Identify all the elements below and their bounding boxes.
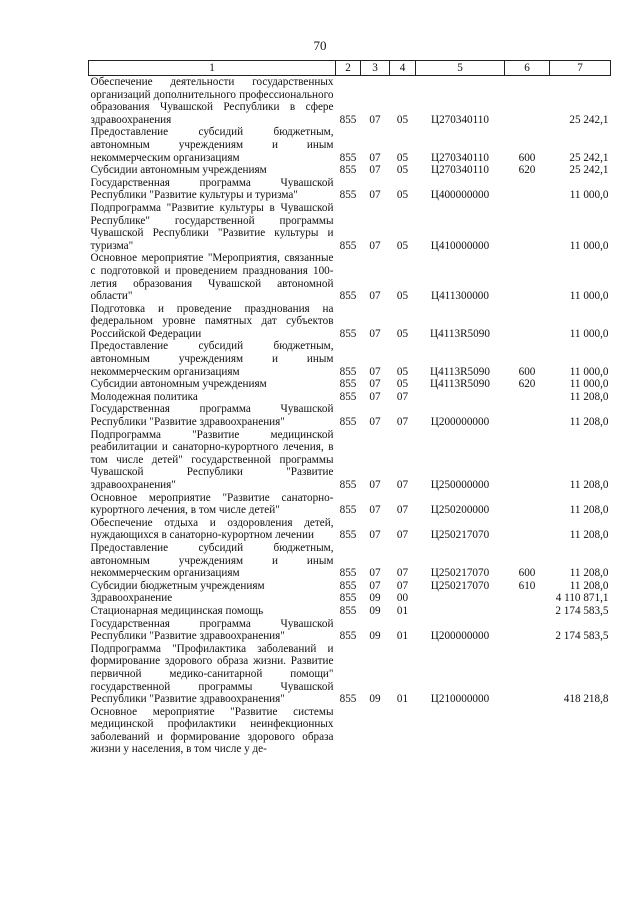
table-row (89, 76, 611, 127)
row-section: 07 (369, 189, 381, 202)
row-grbs: 855 (339, 113, 357, 126)
row-section: 09 (369, 630, 381, 643)
row-expense-type (505, 429, 550, 492)
row-expense-type (505, 202, 550, 252)
header-col-5: 5 (416, 61, 505, 76)
table-row (89, 391, 611, 404)
row-section: 09 (369, 693, 381, 706)
row-expense-type: 600 (518, 365, 536, 378)
row-name: Основное мероприятие "Развитие системы медицинской профилактики неинфекционных заболеваний и формирование здорового образа жизни у населения, в том числе у де- (90, 705, 334, 756)
row-amount: 4 110 871,1 (555, 592, 609, 605)
header-col-6: 6 (505, 61, 550, 76)
row-subsection: 05 (396, 164, 409, 177)
row-target-article: Ц411300000 (430, 290, 489, 303)
row-expense-type: 600 (518, 567, 536, 580)
row-amount: 11 000,0 (569, 239, 609, 252)
row-target-article: Ц4113R5090 (430, 365, 490, 378)
row-expense-type: 600 (518, 151, 536, 164)
header-col-1: 1 (89, 61, 336, 76)
row-grbs: 855 (339, 378, 357, 391)
table-row (89, 542, 611, 580)
table-header-row (89, 61, 611, 76)
row-grbs: 855 (339, 579, 357, 592)
row-section: 07 (369, 479, 381, 491)
row-name: Подпрограмма "Профилактика заболеваний и формирование здорового образа жизни. Развитие первичной медико-санитарной помощи" государственной программы Чувашской Республики "Развитие здравоохранения" (90, 642, 334, 706)
row-amount: 25 242,1 (569, 151, 609, 164)
row-target-article: Ц270340110 (430, 151, 489, 164)
row-expense-type (505, 492, 550, 517)
row-target-article (416, 605, 505, 618)
table-body (89, 76, 611, 757)
row-name: Государственная программа Чувашской Республики "Развитие здравоохранения" (90, 617, 334, 643)
row-section (361, 706, 390, 756)
row-section: 07 (369, 164, 381, 177)
table-row (89, 492, 611, 517)
row-subsection: 05 (396, 365, 409, 378)
table-row (89, 202, 611, 252)
row-section: 07 (369, 327, 381, 340)
row-grbs: 855 (339, 630, 357, 643)
row-name: Предоставление субсидий бюджетным, автономным учреждениям и иным некоммерческим организациям (90, 541, 334, 580)
row-subsection: 07 (396, 504, 409, 517)
row-subsection: 01 (396, 693, 409, 706)
row-section: 07 (369, 416, 381, 429)
row-target-article: Ц4113R5090 (430, 327, 490, 340)
row-target-article: Ц400000000 (430, 189, 490, 202)
row-target-article: Ц250217070 (430, 567, 490, 580)
row-expense-type: 610 (518, 579, 536, 592)
table-row (89, 517, 611, 542)
row-grbs: 855 (339, 592, 357, 605)
row-expense-type (505, 592, 550, 605)
row-grbs: 855 (339, 504, 357, 517)
row-subsection: 05 (396, 239, 409, 252)
row-subsection (390, 706, 416, 756)
row-section: 07 (369, 290, 381, 303)
table-row (89, 378, 611, 391)
row-name: Подпрограмма "Развитие культуры в Чувашской Республике" государственной программы Чувашской Республики "Развитие культуры и туризма" (90, 201, 334, 252)
row-amount: 11 208,0 (569, 416, 609, 429)
row-name: Субсидии бюджетным учреждениям (90, 579, 265, 592)
row-section: 09 (369, 592, 381, 605)
row-expense-type (505, 76, 550, 127)
row-grbs: 855 (339, 529, 357, 542)
row-grbs: 855 (339, 151, 357, 164)
row-expense-type (505, 177, 550, 202)
row-amount: 11 000,0 (569, 290, 609, 303)
table-row (89, 164, 611, 177)
row-subsection: 05 (396, 290, 409, 303)
row-subsection: 05 (396, 378, 409, 391)
row-subsection: 07 (396, 567, 409, 580)
row-expense-type (505, 252, 550, 302)
row-subsection: 05 (396, 113, 409, 126)
row-section: 07 (369, 504, 381, 517)
row-amount: 11 000,0 (569, 378, 609, 391)
row-amount: 11 000,0 (569, 327, 609, 340)
row-amount: 25 242,1 (569, 113, 609, 126)
row-section: 07 (369, 579, 381, 592)
row-name: Предоставление субсидий бюджетным, автономным учреждениям и иным некоммерческим организациям (90, 340, 334, 378)
row-subsection: 01 (396, 604, 409, 617)
row-target-article (416, 391, 505, 404)
row-name: Государственная программа Чувашской Республики "Развитие культуры и туризма" (90, 176, 334, 202)
row-target-article: Ц210000000 (430, 693, 490, 706)
row-target-article: Ц4113R5090 (430, 378, 490, 391)
row-name: Стационарная медицинская помощь (90, 604, 264, 617)
row-grbs: 855 (339, 693, 357, 706)
row-name: Государственная программа Чувашской Республики "Развитие здравоохранения" (90, 403, 334, 429)
row-target-article: Ц410000000 (430, 239, 490, 252)
row-subsection: 07 (396, 529, 409, 542)
row-name: Подпрограмма "Развитие медицинской реабилитации и санаторно-курортного лечения, в том числе детей" государственной программы Чувашской Республики "Развитие здравоохранения" (90, 428, 334, 491)
row-amount: 11 208,0 (569, 567, 609, 580)
row-grbs: 855 (339, 365, 357, 378)
row-subsection: 05 (396, 189, 409, 202)
row-amount: 2 174 583,5 (555, 630, 609, 643)
row-grbs: 855 (339, 290, 357, 303)
table-row (89, 592, 611, 605)
row-target-article: Ц200000000 (430, 416, 490, 429)
row-target-article (416, 592, 505, 605)
row-subsection: 05 (396, 151, 409, 164)
row-grbs: 855 (339, 189, 357, 202)
table-row (89, 643, 611, 706)
row-grbs: 855 (339, 390, 357, 403)
row-target-article: Ц270340110 (430, 113, 489, 126)
row-amount: 25 242,1 (569, 164, 609, 177)
row-section: 07 (369, 390, 381, 403)
row-subsection: 01 (396, 630, 409, 643)
row-target-article: Ц250200000 (430, 504, 490, 517)
row-expense-type (505, 706, 550, 756)
row-target-article: Ц270340110 (430, 164, 489, 177)
row-expense-type (505, 391, 550, 404)
row-expense-type: 620 (518, 164, 536, 177)
row-grbs: 855 (339, 239, 357, 252)
row-name: Обеспечение отдыха и оздоровления детей, нуждающихся в санаторно-курортном лечении (90, 516, 334, 542)
row-amount: 11 208,0 (569, 504, 609, 517)
row-name: Молодежная политика (90, 390, 198, 403)
row-expense-type (505, 605, 550, 618)
row-amount: 11 208,0 (569, 529, 609, 542)
row-name: Предоставление субсидий бюджетным, автономным учреждениям и иным некоммерческим организациям (90, 126, 334, 164)
table-row (89, 126, 611, 164)
row-grbs: 855 (339, 327, 357, 340)
row-grbs: 855 (339, 604, 357, 617)
row-name: Основное мероприятие "Мероприятия, связанные с подготовкой и проведением празднования 100-летия образования Чувашской автономной области" (90, 252, 334, 303)
row-subsection: 07 (396, 479, 409, 491)
row-name: Субсидии автономным учреждениям (90, 164, 267, 177)
table-row (89, 403, 611, 428)
row-section: 07 (369, 529, 381, 542)
row-section: 07 (369, 239, 381, 252)
row-subsection: 00 (396, 592, 409, 605)
row-amount: 11 000,0 (569, 365, 609, 378)
row-name: Подготовка и проведение празднования на федеральном уровне памятных дат субъектов Российской Федерации (90, 302, 334, 340)
row-grbs: 855 (339, 567, 357, 580)
row-name: Основное мероприятие "Развитие санаторно-курортного лечения, в том числе детей" (90, 491, 334, 517)
row-amount: 11 208,0 (569, 479, 609, 491)
row-expense-type (505, 618, 550, 643)
row-expense-type (505, 403, 550, 428)
row-amount: 11 000,0 (569, 189, 609, 202)
row-section: 07 (369, 378, 381, 391)
row-section: 07 (369, 567, 381, 580)
table-row (89, 429, 611, 492)
table-row (89, 177, 611, 202)
row-target-article: Ц250000000 (430, 479, 490, 491)
row-name: Обеспечение деятельности государственных организаций дополнительного профессионального образования Чувашской Республики в сфере здравоохранения (90, 76, 334, 126)
row-expense-type (505, 303, 550, 341)
row-section: 07 (369, 151, 381, 164)
table-row (89, 618, 611, 643)
row-amount: 11 208,0 (569, 390, 609, 403)
row-grbs (336, 706, 361, 756)
header-col-3: 3 (361, 61, 390, 76)
page-number: 70 (313, 38, 327, 53)
row-target-article: Ц200000000 (430, 630, 490, 643)
row-grbs: 855 (339, 416, 357, 429)
table-row (89, 605, 611, 618)
row-name: Субсидии автономным учреждениям (90, 378, 267, 391)
row-section: 07 (369, 365, 381, 378)
row-expense-type: 620 (518, 378, 536, 391)
table-row (89, 340, 611, 378)
row-target-article (416, 706, 505, 756)
table-row (89, 706, 611, 756)
row-subsection: 07 (396, 390, 409, 403)
row-name: Здравоохранение (90, 592, 173, 605)
row-subsection: 07 (396, 579, 409, 592)
table-row (89, 303, 611, 341)
row-grbs: 855 (339, 479, 357, 491)
row-target-article: Ц250217070 (430, 529, 490, 542)
row-amount: 2 174 583,5 (555, 604, 609, 617)
table-row (89, 580, 611, 593)
header-col-2: 2 (336, 61, 361, 76)
row-target-article: Ц250217070 (430, 579, 490, 592)
row-subsection: 05 (396, 327, 409, 340)
header-col-7: 7 (550, 61, 611, 76)
row-amount (550, 706, 611, 756)
row-amount: 11 208,0 (569, 579, 609, 592)
row-expense-type (505, 517, 550, 542)
row-grbs: 855 (339, 164, 357, 177)
row-subsection: 07 (396, 416, 409, 429)
table-row (89, 252, 611, 302)
header-col-4: 4 (390, 61, 416, 76)
row-section: 09 (369, 604, 381, 617)
row-section: 07 (369, 113, 381, 126)
budget-table (88, 60, 611, 756)
row-amount: 418 218,8 (563, 693, 609, 706)
row-expense-type (505, 643, 550, 706)
